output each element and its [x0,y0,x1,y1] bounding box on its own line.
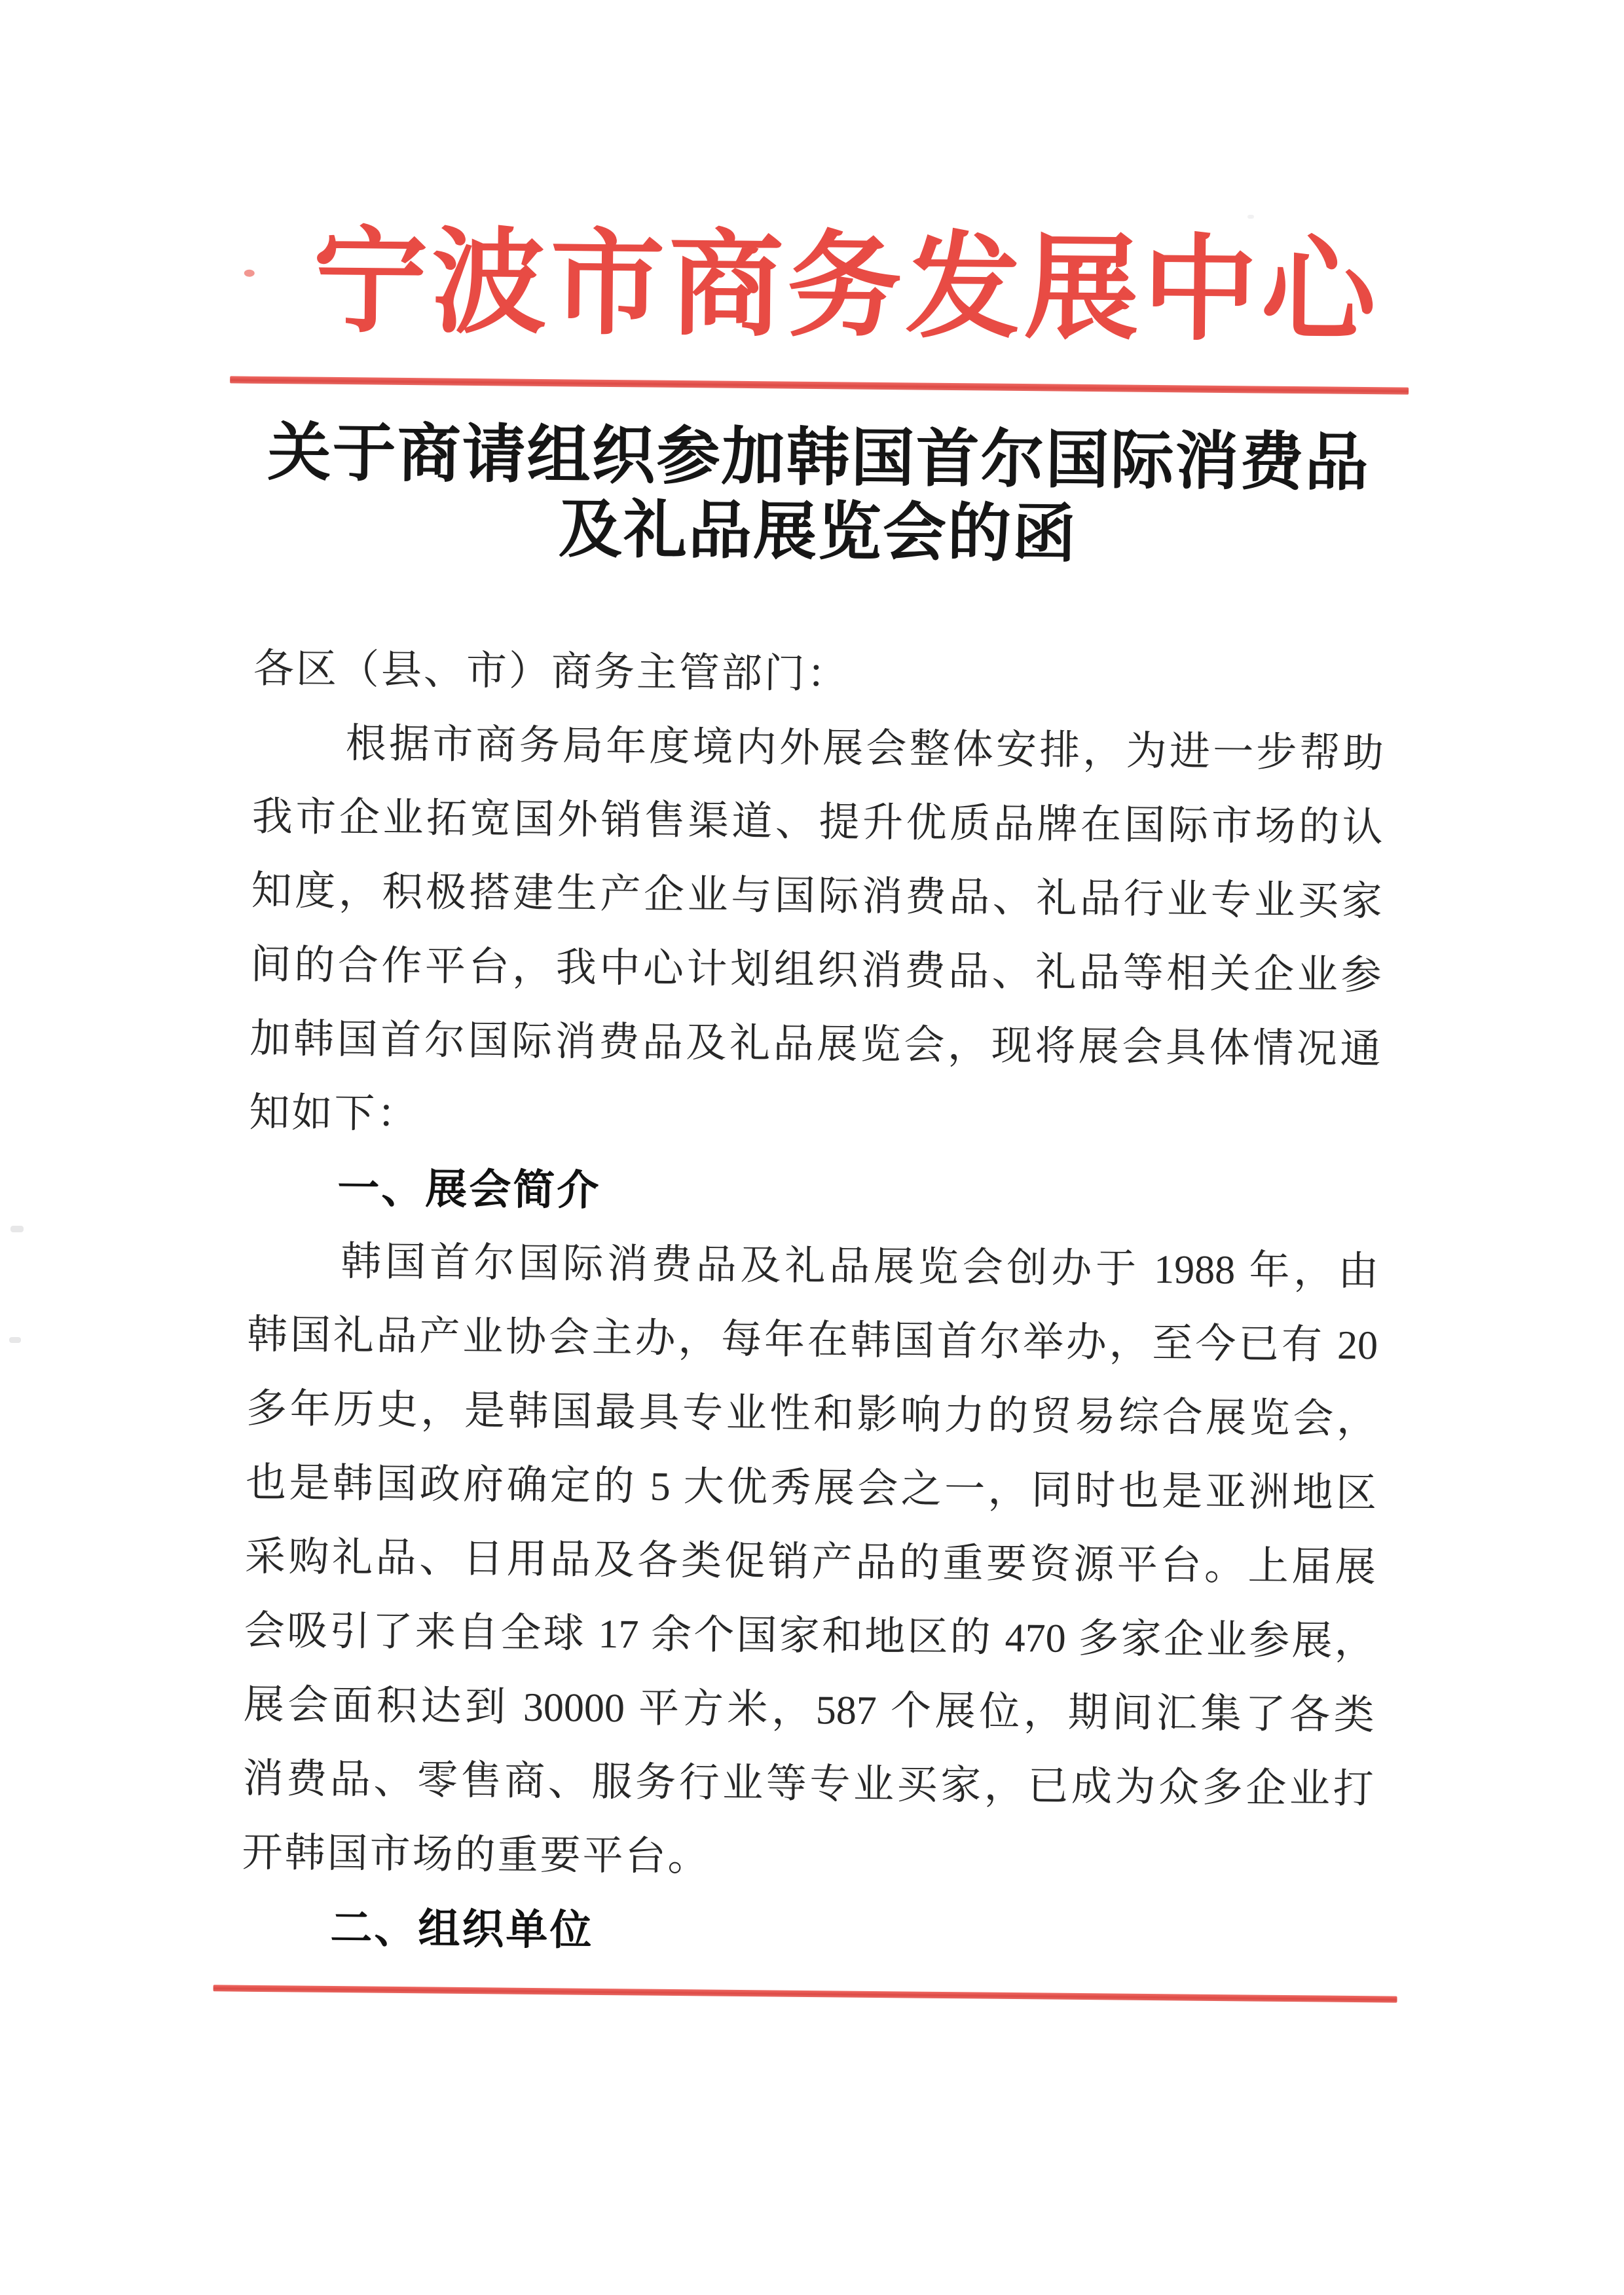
body-line: 知度，积极搭建生产企业与国际消费品、礼品行业专业买家 [251,868,1382,925]
body-line: 展会面积达到 30000 平方米，587 个展位，期间汇集了各类 [243,1682,1375,1738]
body-line: 也是韩国政府确定的 5 大优秀展会之一，同时也是亚洲地区 [245,1460,1377,1516]
letter-body [241,633,1384,1975]
scan-smudge [10,1226,24,1232]
scan-smudge [1247,215,1254,219]
body-line: 开韩国市场的重要平台。 [242,1830,710,1880]
body-line: 知如下： [249,1090,420,1137]
body-line: 我市企业拓宽国外销售渠道、提升优质品牌在国际市场的认 [251,794,1384,851]
document-title [130,414,1507,576]
body-line: 采购礼品、日用品及各类促销产品的重要资源平台。上届展 [244,1534,1376,1590]
section-1-heading: 一、展会简介 [337,1164,601,1214]
letterhead-org-name: 宁波市商务发展中心 [312,218,1380,356]
section-2-heading: 二、组织单位 [330,1903,594,1954]
document-title-line-2: 及礼品展览会的函 [558,494,1078,570]
body-line: 加韩国首尔国际消费品及礼品展览会，现将展会具体情况通 [249,1016,1381,1073]
body-line: 韩国首尔国际消费品及礼品展览会创办于 1988 年，由 [340,1239,1379,1294]
scan-smudge [9,1337,21,1343]
document-title-line-1: 关于商请组织参加韩国首尔国际消费品 [267,417,1371,499]
body-line: 韩国礼品产业协会主办，每年在韩国首尔举办，至今已有 20 [246,1312,1378,1368]
body-line: 多年历史，是韩国最具专业性和影响力的贸易综合展览会， [246,1386,1378,1442]
body-line: 会吸引了来自全球 17 余个国家和地区的 470 多家企业参展， [244,1608,1376,1664]
footer-divider-line [213,1985,1397,2002]
body-line: 消费品、零售商、服务行业等专业买家，已成为众多企业打 [242,1756,1374,1812]
body-line: 间的合作平台，我中心计划组织消费品、礼品等相关企业参 [250,942,1382,999]
red-ink-speck [244,270,255,277]
letterhead-divider-line [230,376,1409,394]
salutation-line: 各区（县、市）商务主管部门： [253,646,850,697]
body-line: 根据市商务局年度境内外展会整体安排，为进一步帮助 [345,722,1384,777]
